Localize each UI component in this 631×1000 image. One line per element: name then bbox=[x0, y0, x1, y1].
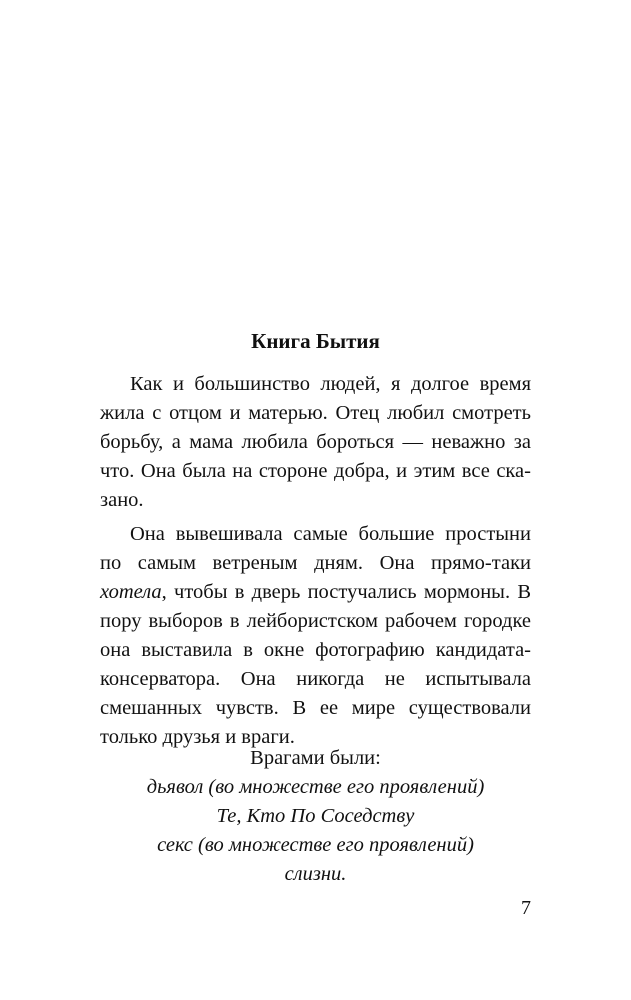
list-item: слизни. bbox=[284, 863, 347, 885]
emphasis-word: хотела bbox=[100, 581, 162, 603]
body-text bbox=[100, 370, 531, 752]
enemies-heading: Врагами были: bbox=[250, 747, 381, 769]
paragraph-2-part-1: Она вывешивала самые большие простыни по самым ветреным дням. Она прямо-таки bbox=[100, 523, 531, 574]
paragraph-1: Как и большинство людей, я долгое время жила с отцом и матерью. Отец любил смотреть борьбу, а мама любила бороться — неважно за что. Она была на стороне добра, и этим все сказано. bbox=[100, 373, 531, 511]
enemies-block bbox=[100, 744, 531, 889]
chapter-title: Книга Бытия bbox=[251, 329, 380, 353]
list-item: дьявол (во множестве его проявлений) bbox=[146, 776, 485, 798]
enemies-list bbox=[100, 773, 531, 889]
page-number: 7 bbox=[521, 897, 531, 919]
list-item: секс (во множестве его проявлений) bbox=[157, 834, 474, 856]
list-item: Те, Кто По Соседству bbox=[216, 805, 415, 827]
paragraph-2-part-2: , чтобы в дверь постучались мормоны. В пору выборов в лейбористском рабочем городке она выставила в окне фотографию кандидата-консерватора. Она никогда не испытывала смешанных чувств. В ее мире существовали только друзья и враги. bbox=[100, 581, 531, 748]
paragraph-2 bbox=[100, 520, 531, 752]
